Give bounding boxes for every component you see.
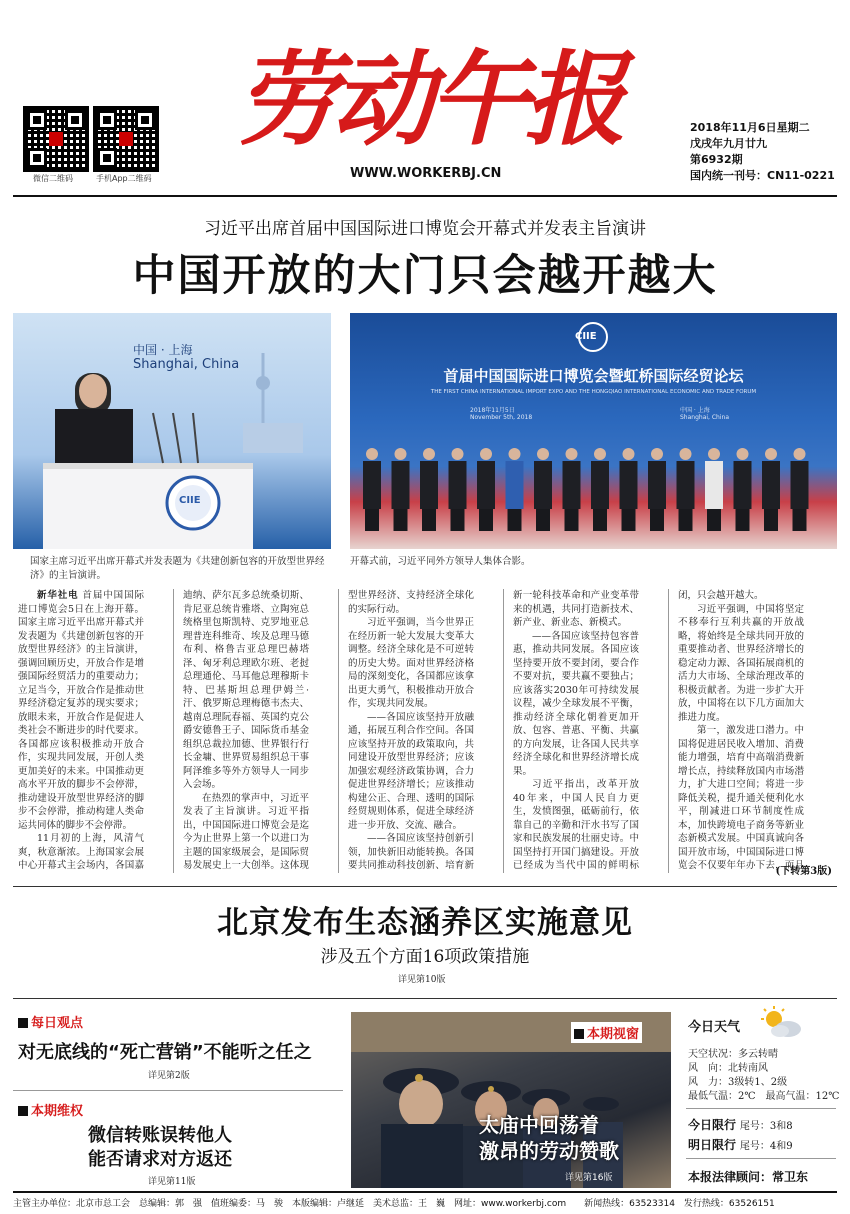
article-paragraph: 新一轮科技革命和产业变革带来的机遇，共同打造新技术、新产业、新业态、新模式。: [513, 590, 639, 628]
app-qr-caption: 手机App二维码: [96, 174, 152, 183]
window-headline-line2: 激昂的劳动赞歌: [479, 1139, 619, 1163]
second-ref[interactable]: 详见第10版: [398, 975, 446, 985]
masthead-logo: 劳动午报: [236, 40, 620, 160]
limit-tomorrow-value: 尾号：4和9: [739, 1141, 793, 1152]
section-rule-2: [13, 998, 837, 999]
window-headline-line1: 太庙中回荡着: [479, 1113, 599, 1137]
second-subheadline: 涉及五个方面16项政策措施: [320, 947, 530, 967]
masthead-url[interactable]: WWW.WORKERBJ.CN: [350, 166, 502, 181]
opinion-ref[interactable]: 详见第2版: [148, 1071, 190, 1081]
rights-headline-line1: 微信转账误转他人: [88, 1125, 232, 1146]
photo-window: [351, 1012, 671, 1188]
weather-details: [688, 1048, 839, 1104]
photo-speech-sign-en: Shanghai, China: [133, 357, 240, 372]
lead-headline: 中国开放的大门只会越开越大: [132, 251, 718, 301]
opinion-tag-label: 每日观点: [31, 1016, 84, 1031]
photo-speech-sign-cn: 中国 · 上海: [133, 343, 193, 357]
issue-info: [690, 120, 835, 184]
lunar-date: 戊戌年九月廿九: [690, 137, 767, 150]
leader-figure: [648, 448, 666, 531]
limit-rule: [686, 1158, 836, 1159]
limit-tomorrow-label: 明日限行: [688, 1138, 737, 1152]
photo-group-banner-en: THE FIRST CHINA INTERNATIONAL IMPORT EXPO AND THE HONGQIAO INTERNATIONAL ECONOMIC AND TRADE FORUM: [430, 389, 757, 395]
leader-figure: [449, 448, 467, 531]
window-ref[interactable]: 详见第16版: [565, 1173, 613, 1183]
column-divider: [503, 589, 504, 873]
photo-group-place-cn: 中国 · 上海: [680, 407, 710, 414]
article-paragraph: 在热烈的掌声中，习近平发表了主旨演讲。习近平指出，中国国际进口博览会是迄今为止世界上第一个以进口为主题的国家级展会，是国际贸易发展史上一大创举。这体现: [183, 792, 309, 871]
article-paragraph: 习近平强调，中国将坚定不移奉行互利共赢的开放战略，将始终是全球共同开放的重要推动者、世界经济增长的稳定动力源、各国拓展商机的活力大市场、全球治理改革的积极贡献者。为进一步扩大开放，中国将在以下几方面加大推进力度。: [678, 603, 804, 723]
photo-group: [350, 313, 837, 549]
publication-number: 国内统一刊号：CN11-0221: [690, 169, 835, 182]
article-paragraph: ——各国应该坚持开放融通，拓展互利合作空间。各国应该坚持开放的政策取向，共同建设开放型世界经济；应该加强宏观经济政策协调，合力促进世界经济增长；应该推动构建公正、合理、透明的国际经贸规则体系，促进全球经济进一步开放、交流、融合。: [348, 711, 474, 831]
footer-rule: [13, 1191, 837, 1193]
photo-group-date-en: November 5th, 2018: [470, 414, 533, 421]
article-paragraph: 闭，只会越开越大。: [678, 590, 764, 601]
weather-wind-force: 风 力：3级转1、2级: [688, 1077, 788, 1088]
article-column: [348, 589, 474, 873]
column-divider: [668, 589, 669, 873]
leader-figure: [677, 448, 695, 531]
leader-figure: [734, 448, 752, 531]
opinion-tag: [18, 1012, 83, 1031]
article-paragraph: ——各国应该坚持创新引领，加快新旧动能转换。各国要共同推动科技创新、培育新: [348, 833, 474, 871]
article-paragraph: 首届中国国际进口博览会5日在上海开幕。国家主席习近平出席开幕式并发表题为《共建创新包容的开放型世界经济》的主旨演讲，强调回顾历史，开放合作是增强国际经贸活力的重要动力；立足当今，开放合作是推动世界经济稳定复苏的现实要求；放眼未来，开放合作是促进人类社会不断进步的时代要求。各国都应该积极推动开放合作，实现共同发展，开创人类更加美好的未来。中国推动更高水平开放的脚步不会停滞，推动建设开放型世界经济的脚步不会停滞，推动构建人类命运共同体的脚步不会停滞。: [18, 590, 144, 831]
dateline: 新华社电: [37, 590, 79, 601]
photo-group-logo: CIIE: [575, 331, 597, 342]
partly-cloudy-icon: [758, 1005, 804, 1039]
wechat-qr-caption: 微信二维码: [33, 174, 73, 183]
limit-today-value: 尾号：3和8: [739, 1121, 793, 1132]
photo-speech-caption: 国家主席习近平出席开幕式并发表题为《共建创新包容的开放型世界经济》的主旨演讲。: [30, 556, 325, 581]
issue-date: 2018年11月6日星期二: [690, 121, 810, 134]
leader-figure: [477, 448, 495, 531]
limit-today-label: 今日限行: [688, 1118, 737, 1132]
leader-figure: [534, 448, 552, 531]
weather-temperature: 最低气温：2℃ 最高气温：12℃: [688, 1091, 840, 1102]
article-column: [513, 589, 639, 873]
weather-title: 今日天气: [688, 1020, 741, 1035]
opinion-rule: [13, 1090, 343, 1091]
second-headline: 北京发布生态涵养区实施意见: [217, 905, 633, 941]
window-tag-label: 本期视窗: [587, 1027, 640, 1042]
app-qr-code: [93, 106, 159, 172]
photo-speech-logo: CIIE: [179, 495, 201, 506]
rights-tag: [18, 1100, 83, 1119]
weather-rule: [686, 1108, 836, 1109]
rights-headline[interactable]: [88, 1124, 232, 1172]
window-headline[interactable]: [479, 1112, 619, 1164]
photo-speech: [13, 313, 331, 549]
photo-group-caption: 开幕式前，习近平同外方领导人集体合影。: [350, 556, 531, 567]
section-rule: [13, 886, 837, 887]
photo-group-place-en: Shanghai, China: [680, 414, 729, 421]
leader-figure: [392, 448, 410, 531]
photo-group-banner-cn: 首届中国国际进口博览会暨虹桥国际经贸论坛: [443, 367, 744, 385]
opinion-headline[interactable]: 对无底线的“死亡营销”不能听之任之: [18, 1042, 312, 1063]
continued-note: (下转第3版): [775, 866, 832, 877]
rights-headline-line2: 能否请求对方返还: [88, 1149, 232, 1170]
leader-figure: [620, 448, 638, 531]
column-divider: [173, 589, 174, 873]
masthead-rule: [13, 195, 837, 197]
leader-figure: [563, 448, 581, 531]
column-divider: [338, 589, 339, 873]
article-column: [678, 589, 804, 873]
limit-today: [688, 1116, 793, 1133]
article-paragraph: ——各国应该坚持包容普惠，推动共同发展。各国应该坚持要开放不要封闭，要合作不要对抗，要共赢不要独占；应该落实2030年可持续发展议程，减少全球发展不平衡，推动经济全球化朝着更加开放、包容、普惠、平衡、共赢的方向发展，让各国人民共享经济全球化和世界经济增长成果。: [513, 630, 639, 777]
lead-kicker: 习近平出席首届中国国际进口博览会开幕式并发表主旨演讲: [204, 219, 646, 239]
rights-ref[interactable]: 详见第11版: [148, 1177, 196, 1187]
issue-number: 第6932期: [690, 153, 743, 166]
leader-figure: [705, 448, 723, 531]
article-column: [183, 589, 309, 873]
leader-figure: [363, 448, 381, 531]
leader-figure: [420, 448, 438, 531]
window-tag: [571, 1022, 642, 1043]
article-paragraph: 迪纳、萨尔瓦多总统桑切斯、肯尼亚总统肯雅塔、立陶宛总统格里包斯凯特、克罗地亚总理普连科维奇、埃及总理马德布利、格鲁吉亚总理巴赫塔泽、匈牙利总理欧尔班、老挝总理通伦、马耳他总理穆斯卡特、巴基斯坦总理伊姆兰·汗、俄罗斯总理梅德韦杰夫、越南总理阮春福、英国约克公爵安德鲁王子、国际货币基金组织总裁拉加德、世界银行行长金墉、世界贸易组织总干事阿泽维多等外方领导人一同步入会场。: [183, 590, 309, 790]
article-paragraph: 习近平强调，当今世界正在经历新一轮大发展大变革大调整。经济全球化是不可逆转的历史大势。面对世界经济格局的深刻变化，各国都应该拿出更大勇气，积极推动开放合作，实现共同发展。: [348, 617, 474, 709]
wechat-qr-code: [23, 106, 89, 172]
weather-wind-direction: 风 向：北转南风: [688, 1063, 768, 1074]
rights-tag-label: 本期维权: [31, 1104, 84, 1119]
footer: 主管主办单位：北京市总工会 总编辑：郭 强 值班编委：马 骏 本版编辑：卢继延 美术总监：王 巍 网址：www.workerbj.com 新闻热线：63523314 发行热线：63526151: [13, 1199, 775, 1209]
leader-figure: [591, 448, 609, 531]
article-paragraph: 型世界经济、支持经济全球化的实际行动。: [348, 590, 474, 615]
leader-figure: [762, 448, 780, 531]
article-paragraph: 习近平指出，改革开放40年来，中国人民自力更生，发愤图强，砥砺前行，依靠自己的辛勤和汗水书写了国家和民族发展的壮丽史诗。中国坚持打开国门搞建设。开放已经成为当代中国的鲜明标: [513, 779, 639, 871]
limit-tomorrow: [688, 1136, 793, 1153]
legal-advisor: 本报法律顾问：常卫东: [688, 1170, 809, 1184]
article-column: [18, 589, 144, 873]
article-paragraph: 11月初的上海，风清气爽，秋意渐浓。上海国家会展中心开幕式主会场内，各国嘉: [18, 833, 144, 871]
weather-sky: 天空状况：多云转晴: [688, 1049, 778, 1060]
leader-figure: [506, 448, 524, 531]
photo-group-scene: [350, 313, 837, 549]
leader-figure: [791, 448, 809, 531]
article-paragraph: 第一，激发进口潜力。中国将促进居民收入增加、消费能力增强，培育中高端消费新增长点，持续释放国内市场潜力，扩大进口空间；将进一步降低关税，提升通关便利化水平，削减进口环节制度性成本，加快跨境电子商务等新业态新模式发展。中国真诚向各国开放市场，中国国际进口博览会不仅要年年办下去，而且: [678, 725, 804, 871]
photo-group-date-cn: 2018年11月5日: [470, 407, 515, 414]
